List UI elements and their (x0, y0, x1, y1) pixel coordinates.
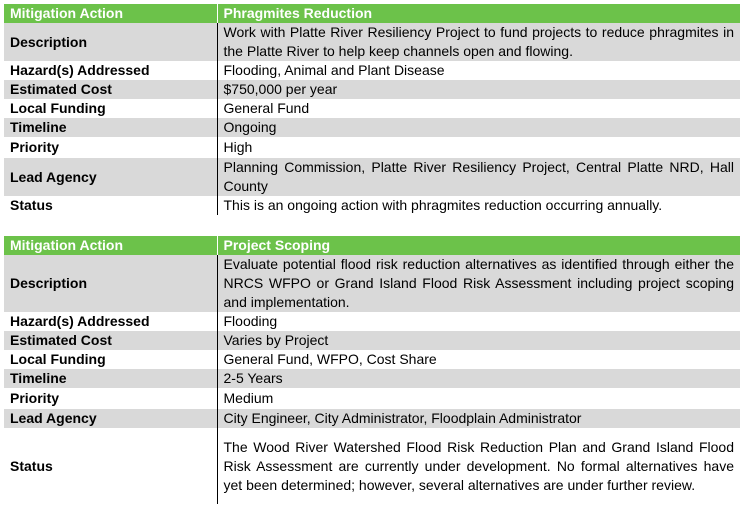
row-label: Status (4, 428, 217, 504)
row-label: Priority (4, 388, 217, 409)
table-row-priority (4, 388, 740, 409)
mitigation-table-phragmites (4, 4, 740, 215)
table-row-hazards (4, 312, 740, 331)
header-value: Phragmites Reduction (217, 4, 740, 23)
row-value: City Engineer, City Administrator, Floodplain Administrator (217, 409, 740, 428)
table-row-timeline (4, 369, 740, 388)
row-value: The Wood River Watershed Flood Risk Reduction Plan and Grand Island Flood Risk Assessment are currently under development. No formal alternatives have yet been determined; however, several alternatives are under further review. (217, 428, 740, 504)
row-value: $750,000 per year (217, 80, 740, 99)
row-value: Flooding, Animal and Plant Disease (217, 61, 740, 80)
table-header-row (4, 4, 740, 23)
row-value: Varies by Project (217, 331, 740, 350)
row-label: Timeline (4, 118, 217, 137)
table-row-description (4, 23, 740, 61)
row-label: Description (4, 255, 217, 312)
row-label: Estimated Cost (4, 331, 217, 350)
table-row-lead-agency (4, 158, 740, 196)
row-value: 2-5 Years (217, 369, 740, 388)
row-label: Hazard(s) Addressed (4, 312, 217, 331)
row-value: High (217, 137, 740, 158)
header-label: Mitigation Action (4, 4, 217, 23)
table-row-timeline (4, 118, 740, 137)
row-value: Work with Platte River Resiliency Project to fund projects to reduce phragmites in the Platte River to help keep channels open and flowing. (217, 23, 740, 61)
row-value: This is an ongoing action with phragmites reduction occurring annually. (217, 196, 740, 215)
header-label: Mitigation Action (4, 236, 217, 255)
table-row-hazards (4, 61, 740, 80)
row-label: Local Funding (4, 350, 217, 369)
mitigation-table-project-scoping (4, 236, 740, 504)
table-row-lead-agency (4, 409, 740, 428)
row-value: Planning Commission, Platte River Resiliency Project, Central Platte NRD, Hall County (217, 158, 740, 196)
row-value: Flooding (217, 312, 740, 331)
row-value: General Fund, WFPO, Cost Share (217, 350, 740, 369)
table-row-local-funding (4, 350, 740, 369)
table-row-status (4, 428, 740, 504)
row-label: Local Funding (4, 99, 217, 118)
row-label: Estimated Cost (4, 80, 217, 99)
row-value: Medium (217, 388, 740, 409)
row-value: General Fund (217, 99, 740, 118)
table-row-local-funding (4, 99, 740, 118)
row-label: Description (4, 23, 217, 61)
row-label: Priority (4, 137, 217, 158)
header-value: Project Scoping (217, 236, 740, 255)
row-label: Status (4, 196, 217, 215)
table-row-description (4, 255, 740, 312)
table-row-priority (4, 137, 740, 158)
table-header-row (4, 236, 740, 255)
row-value: Ongoing (217, 118, 740, 137)
table-row-status (4, 196, 740, 215)
row-label: Lead Agency (4, 158, 217, 196)
row-value: Evaluate potential flood risk reduction alternatives as identified through either the NRCS WFPO or Grand Island Flood Risk Assessment including project scoping and implementation. (217, 255, 740, 312)
row-label: Hazard(s) Addressed (4, 61, 217, 80)
row-label: Lead Agency (4, 409, 217, 428)
row-label: Timeline (4, 369, 217, 388)
table-row-estimated-cost (4, 331, 740, 350)
table-row-estimated-cost (4, 80, 740, 99)
